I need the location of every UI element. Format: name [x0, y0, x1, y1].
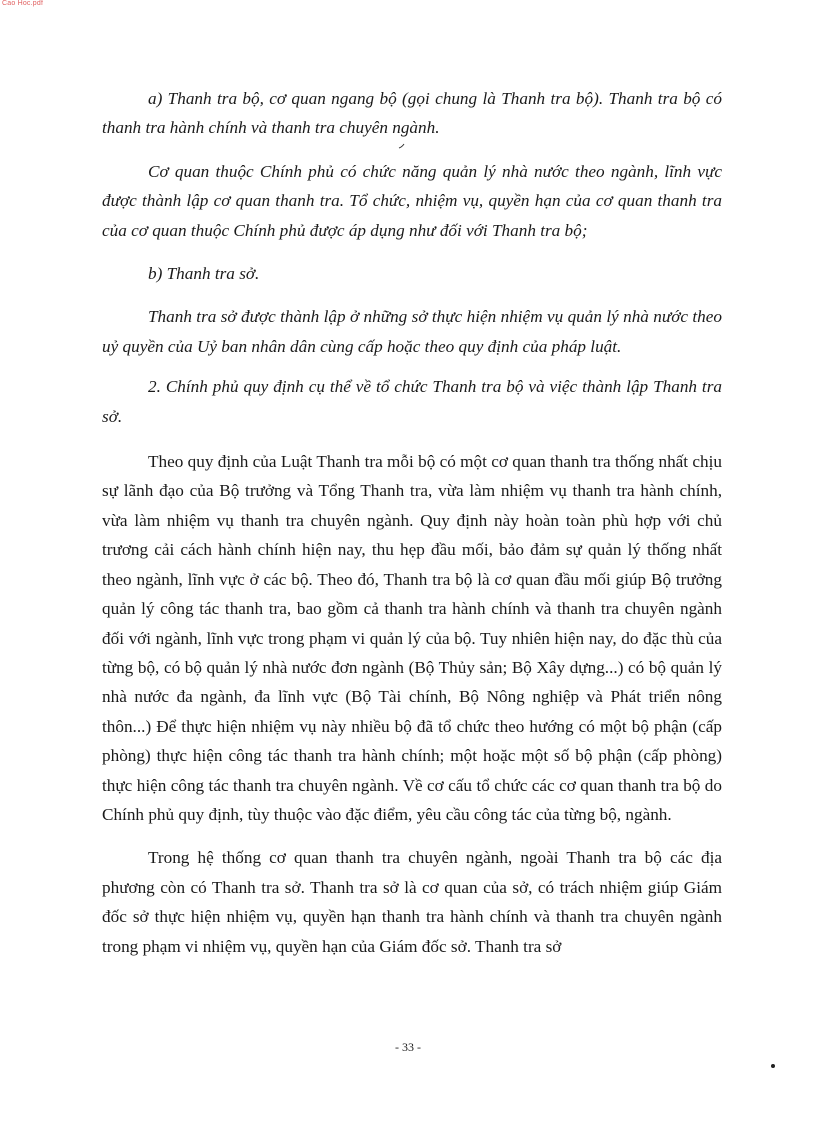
page-number: - 33 -: [395, 1040, 421, 1054]
watermark-text: Cao Hoc.pdf: [2, 0, 44, 7]
paragraph-specialized-inspection-system: Trong hệ thống cơ quan thanh tra chuyên ngành, ngoài Thanh tra bộ các địa phương còn có Thanh tra sở. Thanh tra sở là cơ quan của sở, có trách nhiệm giúp Giám đốc sở thực hiện nhiệm vụ, quyền hạn thanh tra hành chính và thanh tra chuyên ngành trong phạm vi nhiệm vụ, quyền hạn của Giám đốc sở. Thanh tra sở: [102, 848, 722, 956]
scan-speck-dot: [771, 1064, 775, 1068]
paragraph-inspection-law-explanation: Theo quy định của Luật Thanh tra mỗi bộ có một cơ quan thanh tra thống nhất chịu sự lãnh đạo của Bộ trưởng và Tổng Thanh tra, vừa làm nhiệm vụ thanh tra hành chính, vừa làm nhiệm vụ thanh tra chuyên ngành. Quy định này hoàn toàn phù hợp với chủ trương cải cách hành chính hiện nay, thu hẹp đầu mối, bảo đảm sự quản lý thống nhất theo ngành, lĩnh vực ở các bộ. Theo đó, Thanh tra bộ là cơ quan đầu mối giúp Bộ trưởng quản lý công tác thanh tra, bao gồm cả thanh tra hành chính và thanh tra chuyên ngành đối với ngành, lĩnh vực trong phạm vi quản lý của bộ. Tuy nhiên hiện nay, do đặc thù của từng bộ, có bộ quản lý nhà nước đơn ngành (Bộ Thủy sản; Bộ Xây dựng...) có bộ quản lý nhà nước đa ngành, đa lĩnh vực (Bộ Tài chính, Bộ Nông nghiệp và Phát triển nông thôn...) Để thực hiện nhiệm vụ này nhiều bộ đã tổ chức theo hướng có một bộ phận (cấp phòng) thực hiện công tác thanh tra hành chính; một hoặc một số bộ phận (cấp phòng) thực hiện công tác thanh tra chuyên ngành. Về cơ cấu tổ chức các cơ quan thanh tra bộ do Chính phủ quy định, tùy thuộc vào đặc điểm, yêu cầu công tác của từng bộ, ngành.: [102, 452, 722, 824]
paragraph-government-regulation: 2. Chính phủ quy định cụ thể về tổ chức Thanh tra bộ và việc thành lập Thanh tra sở.: [102, 377, 722, 426]
paragraph-ministry-inspectorate: a) Thanh tra bộ, cơ quan ngang bộ (gọi chung là Thanh tra bộ). Thanh tra bộ có thanh tra hành chính và thanh tra chuyên ngành.: [102, 89, 722, 138]
scan-speck-mark: [399, 144, 404, 148]
paragraph-government-agency-inspectorate: Cơ quan thuộc Chính phủ có chức năng quản lý nhà nước theo ngành, lĩnh vực được thành lập cơ quan thanh tra. Tổ chức, nhiệm vụ, quyền hạn của cơ quan thanh tra của cơ quan thuộc Chính phủ được áp dụng như đối với Thanh tra bộ;: [102, 161, 722, 240]
paragraph-department-inspectorate: Thanh tra sở được thành lập ở những sở thực hiện nhiệm vụ quản lý nhà nước theo uỷ quyền của Uỷ ban nhân dân cùng cấp hoặc theo quy định của pháp luật.: [102, 307, 722, 356]
paragraph-department-inspectorate-heading: b) Thanh tra sở.: [148, 264, 260, 284]
